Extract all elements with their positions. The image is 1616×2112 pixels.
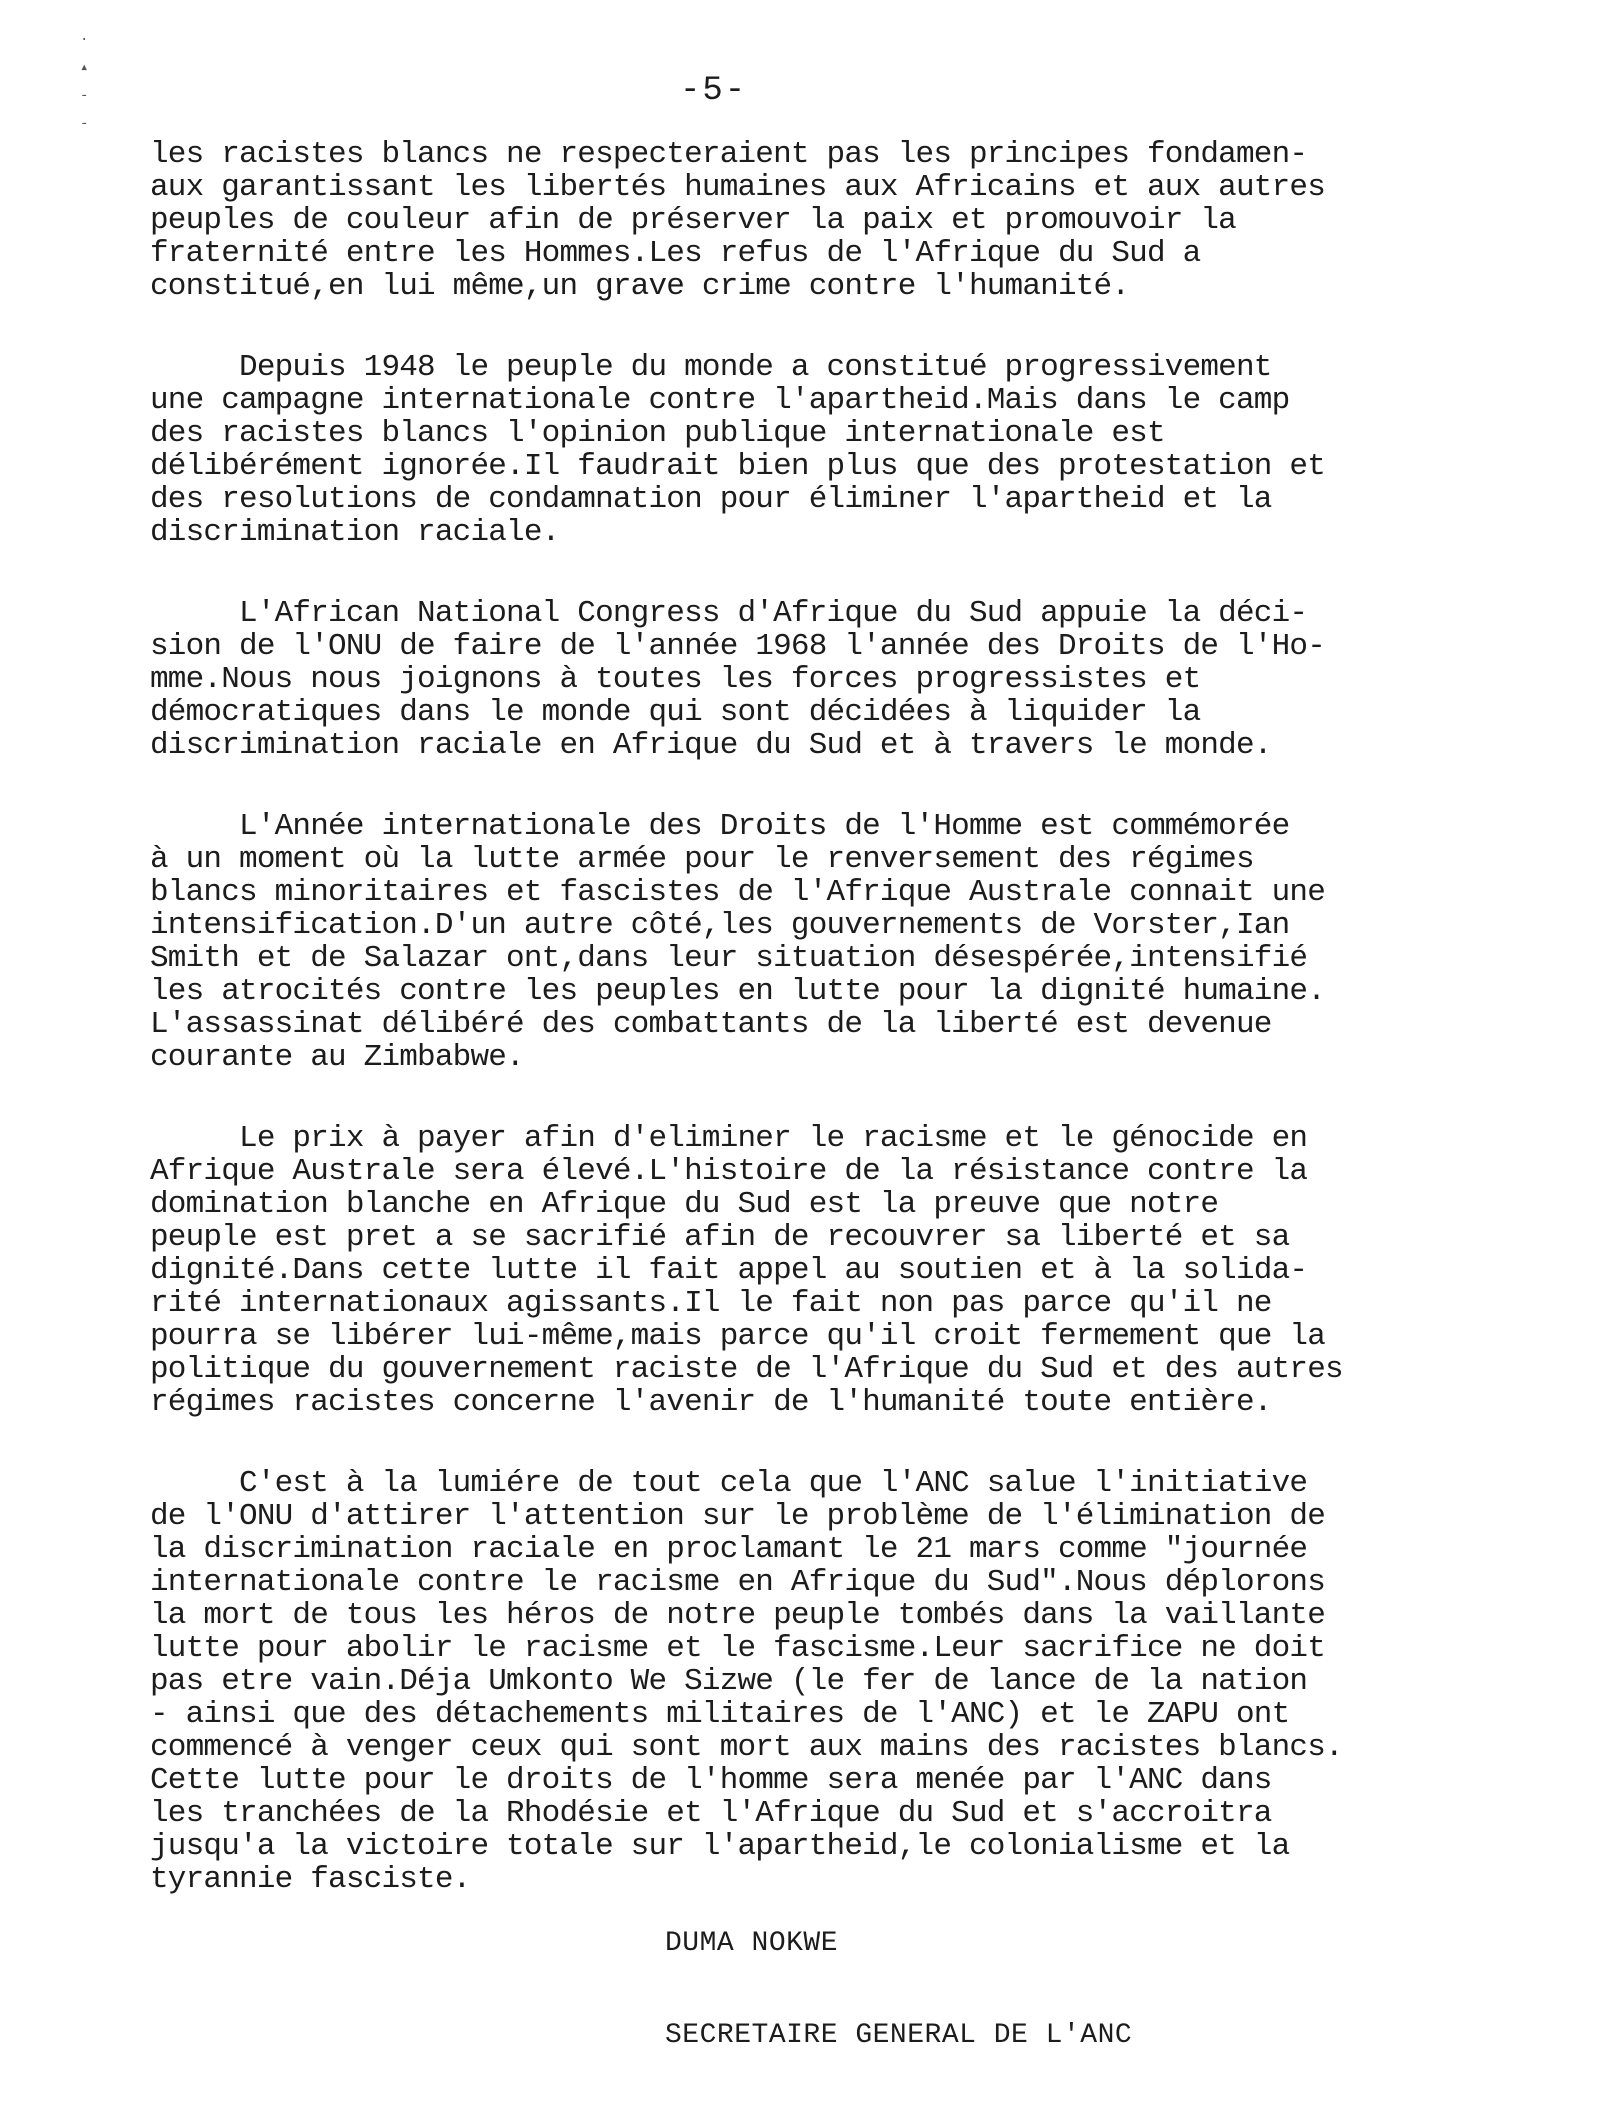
paragraph bbox=[150, 1122, 1495, 1419]
text-line: dignité.Dans cette lutte il fait appel au soutien et à la solida- bbox=[150, 1253, 1308, 1288]
text-line: Afrique Australe sera élevé.L'histoire de la résistance contre la bbox=[150, 1154, 1308, 1189]
text-line: la mort de tous les héros de notre peuple tombés dans la vaillante bbox=[150, 1598, 1326, 1633]
text-line: intensification.D'un autre côté,les gouvernements de Vorster,Ian bbox=[150, 908, 1290, 943]
text-line: blancs minoritaires et fascistes de l'Afrique Australe connait une bbox=[150, 875, 1326, 910]
margin-marks: · ▴ - - bbox=[80, 32, 89, 132]
text-line: tyrannie fasciste. bbox=[150, 1862, 471, 1897]
text-line: les atrocités contre les peuples en lutte pour la dignité humaine. bbox=[150, 974, 1326, 1009]
text-line: commencé à venger ceux qui sont mort aux mains des racistes blancs. bbox=[150, 1730, 1343, 1765]
paragraph bbox=[150, 597, 1495, 762]
signature-name: DUMA NOKWE bbox=[665, 1928, 839, 1959]
paragraph bbox=[150, 138, 1495, 303]
text-line: pas etre vain.Déja Umkonto We Sizwe (le fer de lance de la nation bbox=[150, 1664, 1308, 1699]
page-number: -5- bbox=[680, 72, 748, 110]
text-line: courante au Zimbabwe. bbox=[150, 1040, 524, 1075]
text-line: L'African National Congress d'Afrique du Sud appuie la déci- bbox=[150, 596, 1308, 631]
text-line: de l'ONU d'attirer l'attention sur le problème de l'élimination de bbox=[150, 1499, 1326, 1534]
text-line: politique du gouvernement raciste de l'Afrique du Sud et des autres bbox=[150, 1352, 1343, 1387]
text-line: régimes racistes concerne l'avenir de l'humanité toute entière. bbox=[150, 1385, 1272, 1420]
text-line: Depuis 1948 le peuple du monde a constitué progressivement bbox=[150, 350, 1272, 385]
text-line: discrimination raciale en Afrique du Sud et à travers le monde. bbox=[150, 728, 1272, 763]
text-line: internationale contre le racisme en Afrique du Sud".Nous déplorons bbox=[150, 1565, 1326, 1600]
text-line: peuples de couleur afin de préserver la paix et promouvoir la bbox=[150, 203, 1236, 238]
paragraph bbox=[150, 351, 1495, 549]
text-line: des resolutions de condamnation pour éliminer l'apartheid et la bbox=[150, 482, 1272, 517]
text-line: les racistes blancs ne respecteraient pas les principes fondamen- bbox=[150, 137, 1308, 172]
text-line: L'assassinat délibéré des combattants de la liberté est devenue bbox=[150, 1007, 1272, 1042]
text-line: constitué,en lui même,un grave crime contre l'humanité. bbox=[150, 269, 1130, 304]
text-line: Le prix à payer afin d'eliminer le racisme et le génocide en bbox=[150, 1121, 1308, 1156]
text-line: domination blanche en Afrique du Sud est la preuve que notre bbox=[150, 1187, 1219, 1222]
text-line: à un moment où la lutte armée pour le renversement des régimes bbox=[150, 842, 1254, 877]
text-line: une campagne internationale contre l'apartheid.Mais dans le camp bbox=[150, 383, 1290, 418]
text-line: les tranchées de la Rhodésie et l'Afrique du Sud et s'accroitra bbox=[150, 1796, 1272, 1831]
text-line: Smith et de Salazar ont,dans leur situation désespérée,intensifié bbox=[150, 941, 1308, 976]
text-line: Cette lutte pour le droits de l'homme sera menée par l'ANC dans bbox=[150, 1763, 1272, 1798]
text-line: peuple est pret a se sacrifié afin de recouvrer sa liberté et sa bbox=[150, 1220, 1290, 1255]
text-line: - ainsi que des détachements militaires de l'ANC) et le ZAPU ont bbox=[150, 1697, 1290, 1732]
text-line: démocratiques dans le monde qui sont décidées à liquider la bbox=[150, 695, 1201, 730]
text-line: aux garantissant les libertés humaines aux Africains et aux autres bbox=[150, 170, 1326, 205]
text-line: L'Année internationale des Droits de l'Homme est commémorée bbox=[150, 809, 1290, 844]
text-line: rité internationaux agissants.Il le fait non pas parce qu'il ne bbox=[150, 1286, 1272, 1321]
text-line: pourra se libérer lui-même,mais parce qu'il croit fermement que la bbox=[150, 1319, 1326, 1354]
text-line: la discrimination raciale en proclamant le 21 mars comme "journée bbox=[150, 1532, 1308, 1567]
text-line: délibérément ignorée.Il faudrait bien plus que des protestation et bbox=[150, 449, 1326, 484]
signature-title: SECRETAIRE GENERAL DE L'ANC bbox=[665, 2020, 1133, 2051]
text-line: mme.Nous nous joignons à toutes les forces progressistes et bbox=[150, 662, 1201, 697]
text-line: des racistes blancs l'opinion publique internationale est bbox=[150, 416, 1165, 451]
paragraph bbox=[150, 1467, 1495, 1896]
text-line: C'est à la lumiére de tout cela que l'ANC salue l'initiative bbox=[150, 1466, 1308, 1501]
paragraph bbox=[150, 810, 1495, 1074]
text-line: fraternité entre les Hommes.Les refus de l'Afrique du Sud a bbox=[150, 236, 1201, 271]
text-line: jusqu'a la victoire totale sur l'apartheid,le colonialisme et la bbox=[150, 1829, 1290, 1864]
text-line: sion de l'ONU de faire de l'année 1968 l'année des Droits de l'Ho- bbox=[150, 629, 1326, 664]
text-line: lutte pour abolir le racisme et le fascisme.Leur sacrifice ne doit bbox=[150, 1631, 1326, 1666]
text-line: discrimination raciale. bbox=[150, 515, 560, 550]
body-text bbox=[150, 138, 1495, 1896]
